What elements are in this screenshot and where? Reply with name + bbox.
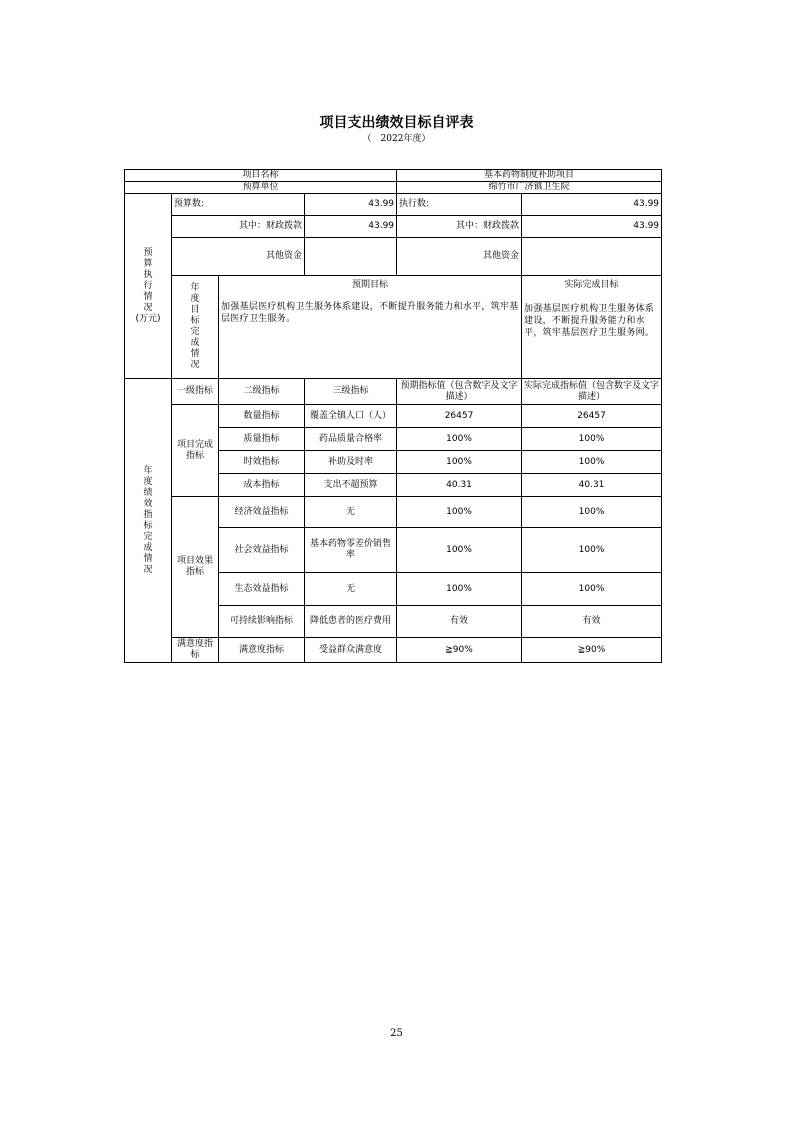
- expected-cell: 100%: [397, 528, 522, 573]
- level3-cell: 无: [305, 573, 397, 606]
- expected-cell: ≧90%: [397, 638, 522, 663]
- form-year: （ 2022年度）: [362, 134, 431, 144]
- budget-unit-label: 预算单位: [125, 182, 397, 194]
- level3-cell: 支出不超预算: [305, 474, 397, 497]
- level2-cell: 成本指标: [219, 474, 305, 497]
- header-expected: 预期指标值（包含数字及文字描述）: [397, 379, 522, 405]
- other-funds-exec-value: [522, 238, 662, 276]
- budget-section-unit: (万元): [135, 313, 161, 324]
- header-level3: 三级指标: [305, 379, 397, 405]
- project-name-label: 项目名称: [125, 170, 397, 182]
- level2-cell: 经济效益指标: [219, 497, 305, 528]
- header-actual: 实际完成指标值（包含数字及文字描述）: [522, 379, 662, 405]
- other-funds-budget-label: 其他资金: [172, 238, 305, 276]
- fiscal-budget-label: 其中：财政拨款: [172, 216, 305, 238]
- level3-cell: 覆盖全镇人口（人）: [305, 405, 397, 428]
- annual-goal-cell: [172, 276, 219, 379]
- actual-cell: 有效: [522, 606, 662, 638]
- group-effect: 项目效果指标: [172, 497, 219, 638]
- header-level1: 一级指标: [172, 379, 219, 405]
- budget-section-cell: [125, 194, 172, 379]
- actual-goal-text: 加强基层医疗机构卫生服务体系建设，不断提升服务能力和水平，筑牢基层医疗卫生服务网。: [524, 304, 655, 338]
- actual-cell: 40.31: [522, 474, 662, 497]
- expected-cell: 100%: [397, 451, 522, 474]
- expected-cell: 有效: [397, 606, 522, 638]
- level3-cell: 无: [305, 497, 397, 528]
- expected-cell: 100%: [397, 573, 522, 606]
- performance-table: [124, 169, 662, 663]
- fiscal-budget-value: 43.99: [305, 216, 397, 238]
- other-funds-exec-label: 其他资金: [397, 238, 522, 276]
- budget-unit-value: 绵竹市广济镇卫生院: [397, 182, 662, 194]
- level3-cell: 补助及时率: [305, 451, 397, 474]
- budget-count-value: 43.99: [305, 194, 397, 216]
- level2-cell: 满意度指标: [219, 638, 305, 663]
- page-number: 25: [390, 1028, 403, 1039]
- actual-cell: 100%: [522, 497, 662, 528]
- header-level2: 二级指标: [219, 379, 305, 405]
- annual-goal-label: 年度目标完成情况: [190, 283, 200, 370]
- expected-goal-label: 预期目标: [352, 280, 389, 290]
- expected-cell: 40.31: [397, 474, 522, 497]
- expected-cell: 100%: [397, 497, 522, 528]
- level3-cell: 降低患者的医疗费用: [305, 606, 397, 638]
- fiscal-exec-value: 43.99: [522, 216, 662, 238]
- other-funds-budget-value: [305, 238, 397, 276]
- actual-cell: 100%: [522, 428, 662, 451]
- expected-goal-text: 加强基层医疗机构卫生服务体系建设，不断提升服务能力和水平，筑牢基层医疗卫生服务。: [221, 302, 519, 324]
- actual-cell: 100%: [522, 528, 662, 573]
- level3-cell: 基本药物零差价销售率: [305, 528, 397, 573]
- actual-cell: 100%: [522, 451, 662, 474]
- level2-cell: 可持续影响指标: [219, 606, 305, 638]
- budget-section-label: 预算执行情况: [143, 247, 153, 313]
- actual-cell: ≧90%: [522, 638, 662, 663]
- expected-cell: 100%: [397, 428, 522, 451]
- level2-cell: 生态效益指标: [219, 573, 305, 606]
- level2-cell: 质量指标: [219, 428, 305, 451]
- perf-section-cell: [125, 379, 172, 663]
- fiscal-exec-label: 其中：财政拨款: [397, 216, 522, 238]
- form-title: 项目支出绩效目标自评表: [319, 115, 474, 131]
- expected-goal-cell: [219, 276, 522, 379]
- level2-cell: 社会效益指标: [219, 528, 305, 573]
- actual-goal-cell: [522, 276, 662, 379]
- exec-count-value: 43.99: [522, 194, 662, 216]
- level3-cell: 药品质量合格率: [305, 428, 397, 451]
- exec-count-label: 执行数:: [397, 194, 522, 216]
- actual-goal-label: 实际完成目标: [564, 280, 619, 290]
- expected-cell: 26457: [397, 405, 522, 428]
- level3-cell: 受益群众满意度: [305, 638, 397, 663]
- actual-cell: 26457: [522, 405, 662, 428]
- level2-cell: 数量指标: [219, 405, 305, 428]
- actual-cell: 100%: [522, 573, 662, 606]
- perf-section-label: 年度绩效指标完成情况: [143, 465, 153, 575]
- budget-count-label: 预算数:: [172, 194, 305, 216]
- level2-cell: 时效指标: [219, 451, 305, 474]
- project-name-value: 基本药物制度补助项目: [397, 170, 662, 182]
- group-satisfaction: 满意度指标: [172, 638, 219, 663]
- group-output: 项目完成指标: [172, 405, 219, 497]
